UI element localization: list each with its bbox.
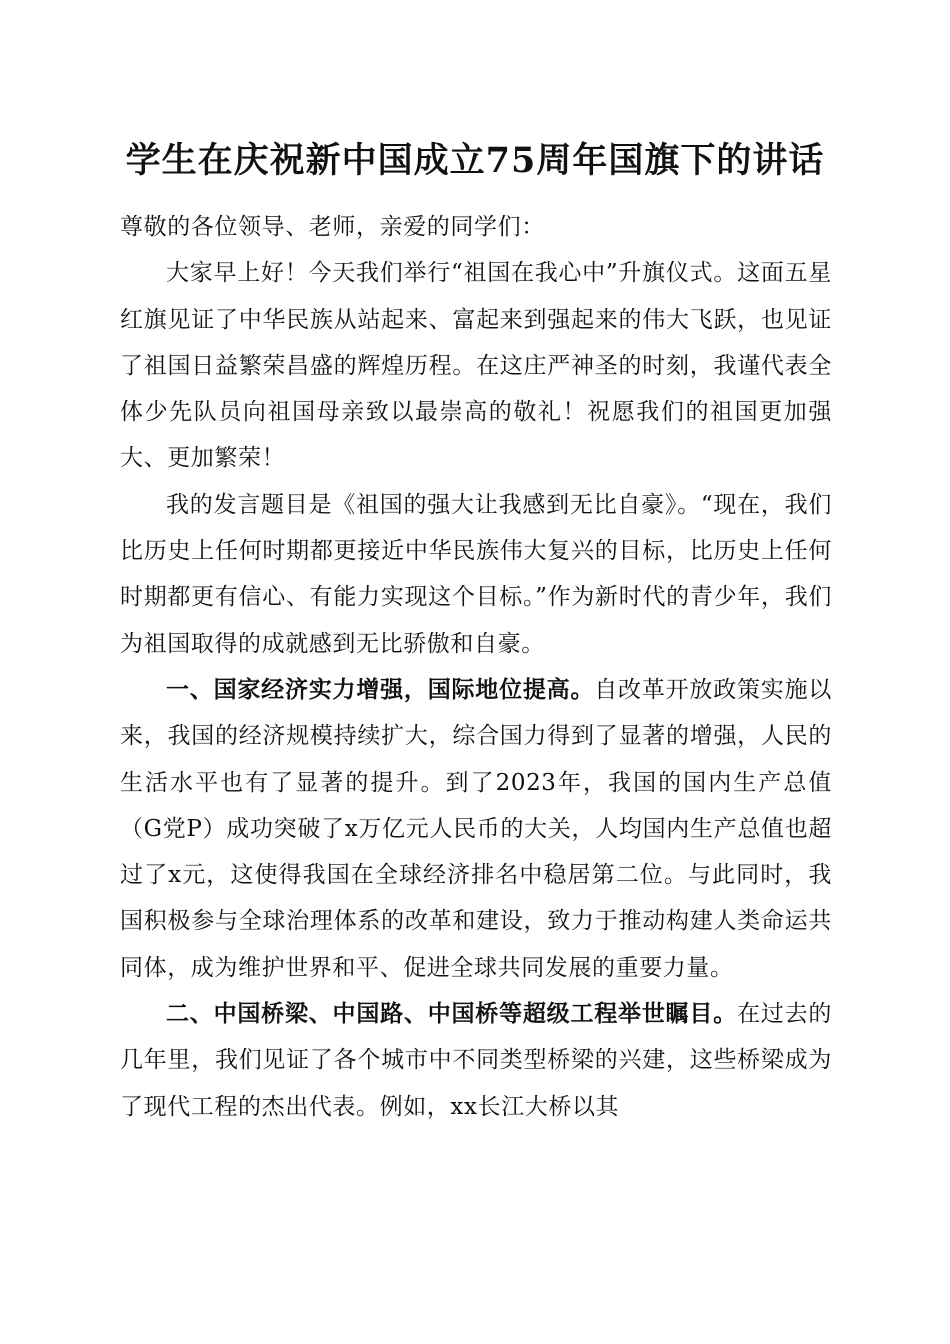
section-economy-heading: 一、国家经济实力增强，国际地位提高。 [166,676,595,703]
section-engineering [120,991,832,1130]
paragraph-topic: 我的发言题目是《祖国的强大让我感到无比自豪》。“现在，我们比历史上任何时期都更接近中华民族伟大复兴的目标，比历史上任何时期都更有信心、有能力实现这个目标。”作为新时代的青少年，我们为祖国取得的成就感到无比骄傲和自豪。 [120,491,832,657]
paragraph-greeting: 大家早上好！今天我们举行“祖国在我心中”升旗仪式。这面五星红旗见证了中华民族从站起来、富起来到强起来的伟大飞跃，也见证了祖国日益繁荣昌盛的辉煌历程。在这庄严神圣的时刻，我谨代表全体少先队员向祖国母亲致以最崇高的敬礼！祝愿我们的祖国更加强大、更加繁荣！ [120,260,832,472]
section-engineering-heading: 二、中国桥梁、中国路、中国桥等超级工程举世瞩目。 [166,1001,738,1028]
document-body [120,204,832,1130]
section-economy-text: 自改革开放政策实施以来，我国的经济规模持续扩大，综合国力得到了显著的增强，人民的生活水平也有了显著的提升。到了2023年，我国的国内生产总值（G党P）成功突破了x万亿元人民币的大关，人均国内生产总值也超过了x元，这使得我国在全球经济排名中稳居第二位。与此同时，我国积极参与全球治理体系的改革和建设，致力于推动构建人类命运共同体，成为维护世界和平、促进全球共同发展的重要力量。 [120,676,832,981]
section-engineering-text: 在过去的几年里，我们见证了各个城市中不同类型桥梁的兴建，这些桥梁成为了现代工程的杰出代表。例如，xx长江大桥以其 [120,1001,832,1120]
section-economy [120,667,832,991]
document-title: 学生在庆祝新中国成立75周年国旗下的讲话 [125,140,825,181]
salutation: 尊敬的各位领导、老师，亲爱的同学们： [120,214,545,240]
